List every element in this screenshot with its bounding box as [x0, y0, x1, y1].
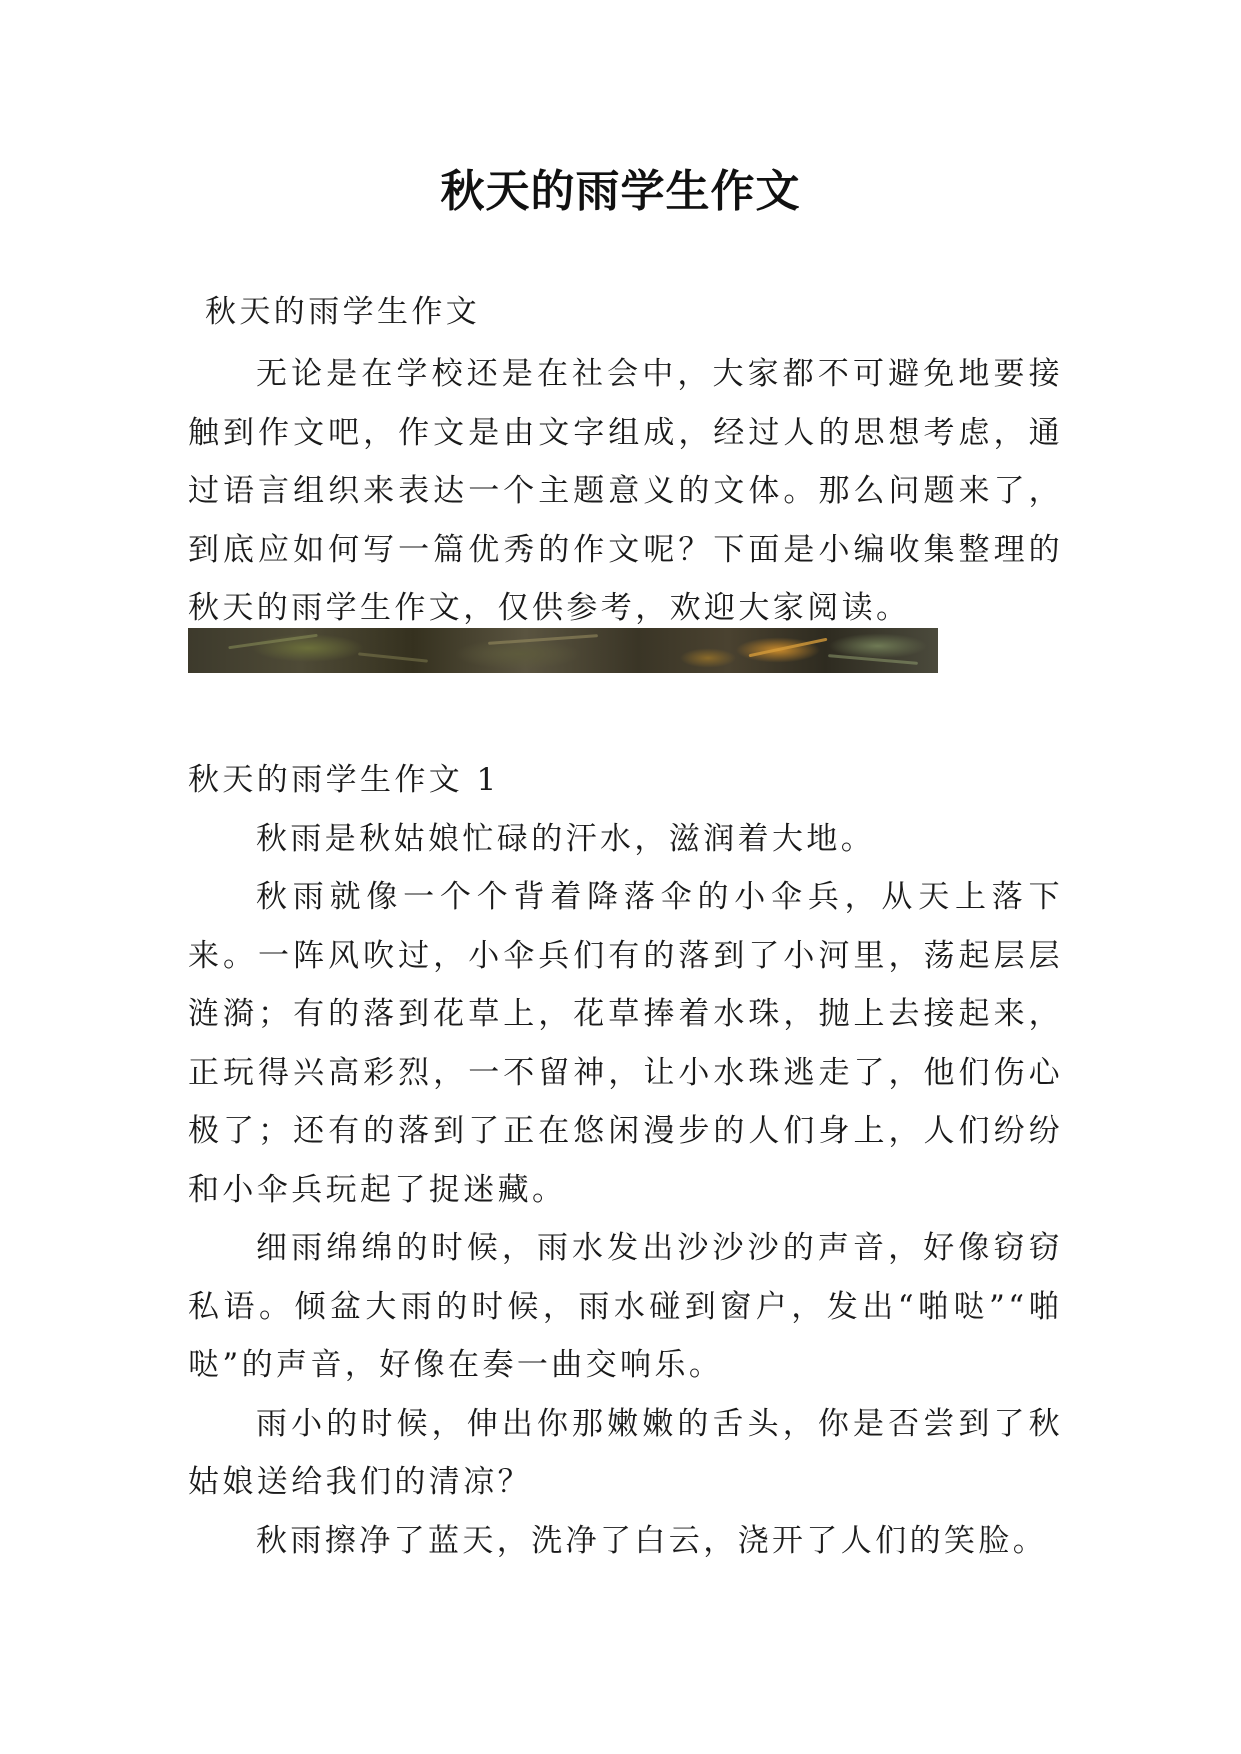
- essay-paragraph: 秋雨擦净了蓝天，洗净了白云，浇开了人们的笑脸。: [256, 1522, 1048, 1559]
- essay-paragraph: 细雨绵绵的时候，雨水发出沙沙沙的声音，好像窃窃私语。倾盆大雨的时候，雨水碰到窗户，发出“啪哒”“啪哒”的声音，好像在奏一曲交响乐。: [188, 1230, 1063, 1383]
- essay-paragraph: 秋雨是秋姑娘忙碌的汗水，滋润着大地。: [256, 820, 876, 857]
- document-title: 秋天的雨学生作文: [440, 166, 801, 217]
- essay-paragraph: 雨小的时候，伸出你那嫩嫩的舌头，你是否尝到了秋姑娘送给我们的清凉？: [188, 1405, 1063, 1500]
- essay-paragraph: 秋雨就像一个个背着降落伞的小伞兵，从天上落下来。一阵风吹过，小伞兵们有的落到了小河里，荡起层层涟漪；有的落到花草上，花草捧着水珠，抛上去接起来，正玩得兴高彩烈，一不留神，让小水珠逃走了，他们伤心极了；还有的落到了正在悠闲漫步的人们身上，人们纷纷和小伞兵玩起了捉迷藏。: [188, 879, 1063, 1208]
- intro-paragraph: 无论是在学校还是在社会中，大家都不可避免地要接触到作文吧，作文是由文字组成，经过人的思想考虑，通过语言组织来表达一个主题意义的文体。那么问题来了，到底应如何写一篇优秀的作文呢？下面是小编收集整理的秋天的雨学生作文，仅供参考，欢迎大家阅读。: [188, 356, 1063, 626]
- intro-block: [188, 345, 1063, 638]
- section-heading: 秋天的雨学生作文 1: [188, 762, 500, 798]
- autumn-foliage-photo: [188, 628, 938, 673]
- essay-section-1: [188, 751, 1063, 1570]
- document-subtitle: 秋天的雨学生作文: [205, 294, 481, 330]
